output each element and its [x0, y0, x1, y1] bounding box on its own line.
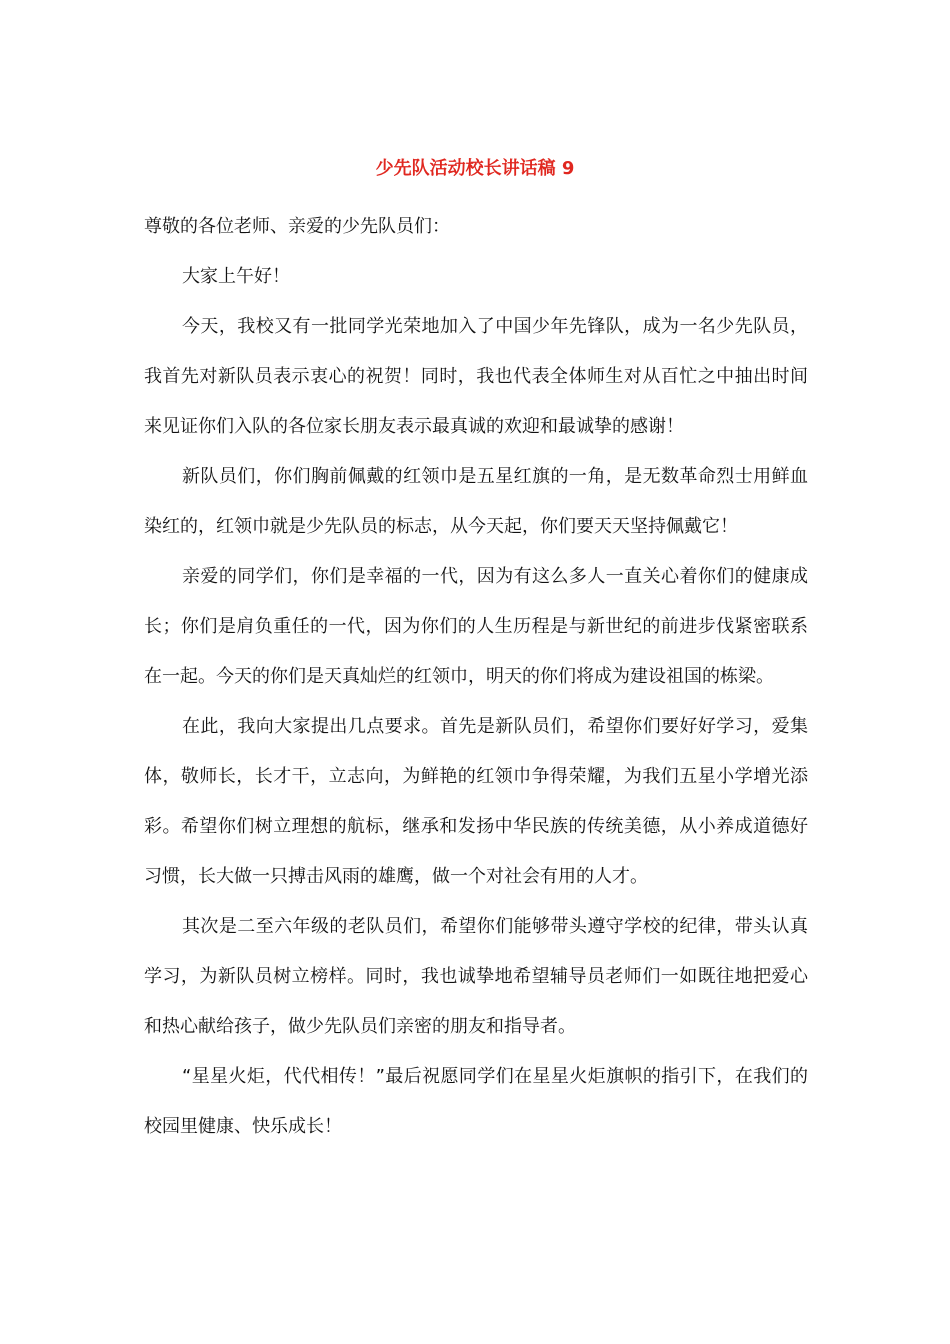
paragraph-closing: “星星火炬，代代相传！”最后祝愿同学们在星星火炬旗帜的指引下，在我们的校园里健康、快乐成长！	[144, 1066, 808, 1137]
document-body	[144, 202, 808, 1152]
document-title: 少先队活动校长讲话稿 9	[375, 158, 575, 179]
paragraph-welcome: 今天，我校又有一批同学光荣地加入了中国少年先锋队，成为一名少先队员，我首先对新队员表示衷心的祝贺！同时，我也代表全体师生对从百忙之中抽出时间来见证你们入队的各位家长朋友表示最真诚的欢迎和最诚挚的感谢！	[144, 316, 808, 437]
paragraph-requirements-old: 其次是二至六年级的老队员们，希望你们能够带头遵守学校的纪律，带头认真学习，为新队员树立榜样。同时，我也诚挚地希望辅导员老师们一如既往地把爱心和热心献给孩子，做少先队员们亲密的朋友和指导者。	[144, 916, 808, 1037]
paragraph-generation: 亲爱的同学们，你们是幸福的一代，因为有这么多人一直关心着你们的健康成长；你们是肩负重任的一代，因为你们的人生历程是与新世纪的前进步伐紧密联系在一起。今天的你们是天真灿烂的红领巾，明天的你们将成为建设祖国的栋梁。	[144, 566, 808, 687]
paragraph-red-scarf: 新队员们，你们胸前佩戴的红领巾是五星红旗的一角，是无数革命烈士用鲜血染红的，红领巾就是少先队员的标志，从今天起，你们要天天坚持佩戴它！	[144, 466, 808, 537]
salutation: 尊敬的各位老师、亲爱的少先队员们：	[144, 216, 450, 237]
paragraph-greeting: 大家上午好！	[182, 266, 290, 287]
paragraph-requirements-new: 在此，我向大家提出几点要求。首先是新队员们，希望你们要好好学习，爱集体，敬师长，长才干，立志向，为鲜艳的红领巾争得荣耀，为我们五星小学增光添彩。希望你们树立理想的航标，继承和发扬中华民族的传统美德，从小养成道德好习惯，长大做一只搏击风雨的雄鹰，做一个对社会有用的人才。	[144, 716, 808, 887]
